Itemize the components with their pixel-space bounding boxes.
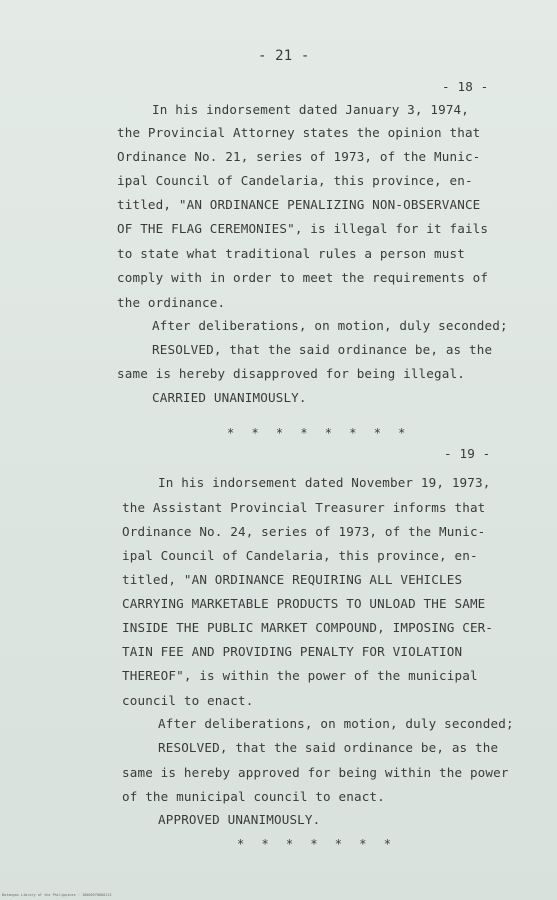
section-18-line: OF THE FLAG CEREMONIES", is illegal for it fails xyxy=(117,221,489,236)
section-18-line: ipal Council of Candelaria, this province, en- xyxy=(117,173,473,188)
section-18-stars: * * * * * * * * xyxy=(227,426,411,440)
section-18-line: Ordinance No. 21, series of 1973, of the Munic- xyxy=(117,149,481,164)
section-18-line: In his indorsement dated January 3, 1974, xyxy=(152,102,470,117)
section-19-line: ipal Council of Candelaria, this province, en- xyxy=(122,548,478,563)
section-19-number: - 19 - xyxy=(444,446,491,461)
section-19-line: council to enact. xyxy=(122,693,254,708)
section-18-number: - 18 - xyxy=(442,79,489,94)
section-19-line: In his indorsement dated November 19, 1973, xyxy=(158,475,491,490)
section-18-line: comply with in order to meet the requirements of xyxy=(117,270,489,285)
section-18-line: the ordinance. xyxy=(117,295,226,310)
section-19-line: titled, "AN ORDINANCE REQUIRING ALL VEHICLES xyxy=(122,572,463,587)
section-18-resolved: same is hereby disapproved for being illegal. xyxy=(117,366,465,381)
section-19-line: Ordinance No. 24, series of 1973, of the Munic- xyxy=(122,524,486,539)
page-number: - 21 - xyxy=(258,48,310,64)
section-19-resolved: RESOLVED, that the said ordinance be, as the xyxy=(158,740,499,755)
section-18-deliberation: After deliberations, on motion, duly seconded; xyxy=(152,318,508,333)
scan-footer: Batangas Library of the Philippines · 18000970000112 xyxy=(2,893,112,897)
section-19-stars: * * * * * * * xyxy=(237,837,396,851)
section-18-resolved: RESOLVED, that the said ordinance be, as the xyxy=(152,342,493,357)
section-19-result: APPROVED UNANIMOUSLY. xyxy=(158,812,321,827)
section-19-line: TAIN FEE AND PROVIDING PENALTY FOR VIOLATION xyxy=(122,644,463,659)
section-18-line: titled, "AN ORDINANCE PENALIZING NON-OBSERVANCE xyxy=(117,197,481,212)
section-19-deliberation: After deliberations, on motion, duly seconded; xyxy=(158,716,514,731)
section-18-line: to state what traditional rules a person must xyxy=(117,246,465,261)
section-19-line: INSIDE THE PUBLIC MARKET COMPOUND, IMPOSING CER- xyxy=(122,620,494,635)
section-19-line: CARRYING MARKETABLE PRODUCTS TO UNLOAD THE SAME xyxy=(122,596,486,611)
section-18-result: CARRIED UNANIMOUSLY. xyxy=(152,390,307,405)
section-19-line: THEREOF", is within the power of the municipal xyxy=(122,668,478,683)
section-19-resolved: of the municipal council to enact. xyxy=(122,789,385,804)
section-19-line: the Assistant Provincial Treasurer informs that xyxy=(122,500,486,515)
section-18-line: the Provincial Attorney states the opinion that xyxy=(117,125,481,140)
section-19-resolved: same is hereby approved for being within the power xyxy=(122,765,509,780)
